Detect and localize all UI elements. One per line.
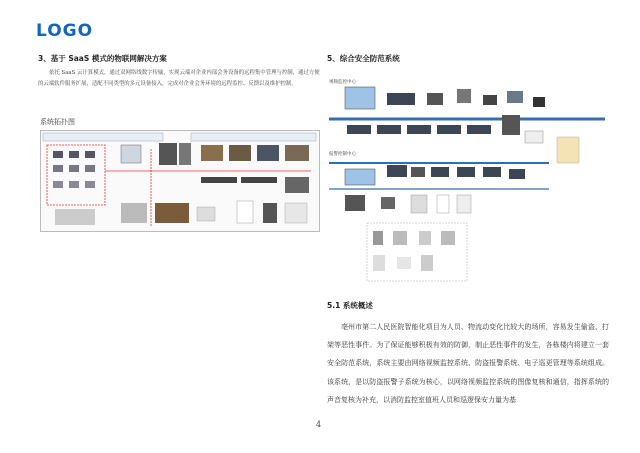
left-section-heading: 3、基于 SaaS 模式的物联网解决方案 xyxy=(38,54,167,63)
topology-graphic xyxy=(41,131,319,231)
security-graphic xyxy=(327,75,607,285)
security-system-diagram xyxy=(327,75,607,285)
page-number: 4 xyxy=(316,420,322,429)
diagram-caption-bottom: 报警控制中心 xyxy=(329,152,356,157)
right-body-paragraph: 亳州市第二人民医院智能化项目为人员、物流动变化比较大的场所，容易发生偷盗、打架等恶性事件。为了保证能够积极有效的防御，制止恶性事件的发生，各栋楼内将建立一套安全防范系统，系统主要由网络视频监控系统、防盗报警系统、电子巡更管理等系统组成。该系统，是以防盗报警子系统为核心，以网络视频监控系统的图像复核和通信，指挥系统的声音复核为补充，以消防监控室值班人员和巡逻保安力量为基 xyxy=(327,323,609,404)
topology-title: 系统拓扑图 xyxy=(40,118,75,126)
diagram-caption-top: 视频监控中心 xyxy=(329,80,356,85)
logo: LOGO xyxy=(36,21,94,41)
right-section-heading: 5、综合安全防范系统 xyxy=(327,54,400,63)
right-subheading: 5.1 系统概述 xyxy=(327,301,373,310)
system-topology-diagram xyxy=(40,130,320,232)
left-body-paragraph: 依托 SaaS 云计算模式，通过双网络线数字传输，实现云端对企业内部会务设备的远程集中管理与控制，通过方便的云端软件服务扩展，适配不同类型的多元设备接入，完成对企业会务环境的远程监控、反馈以及维护控制。 xyxy=(38,70,320,87)
